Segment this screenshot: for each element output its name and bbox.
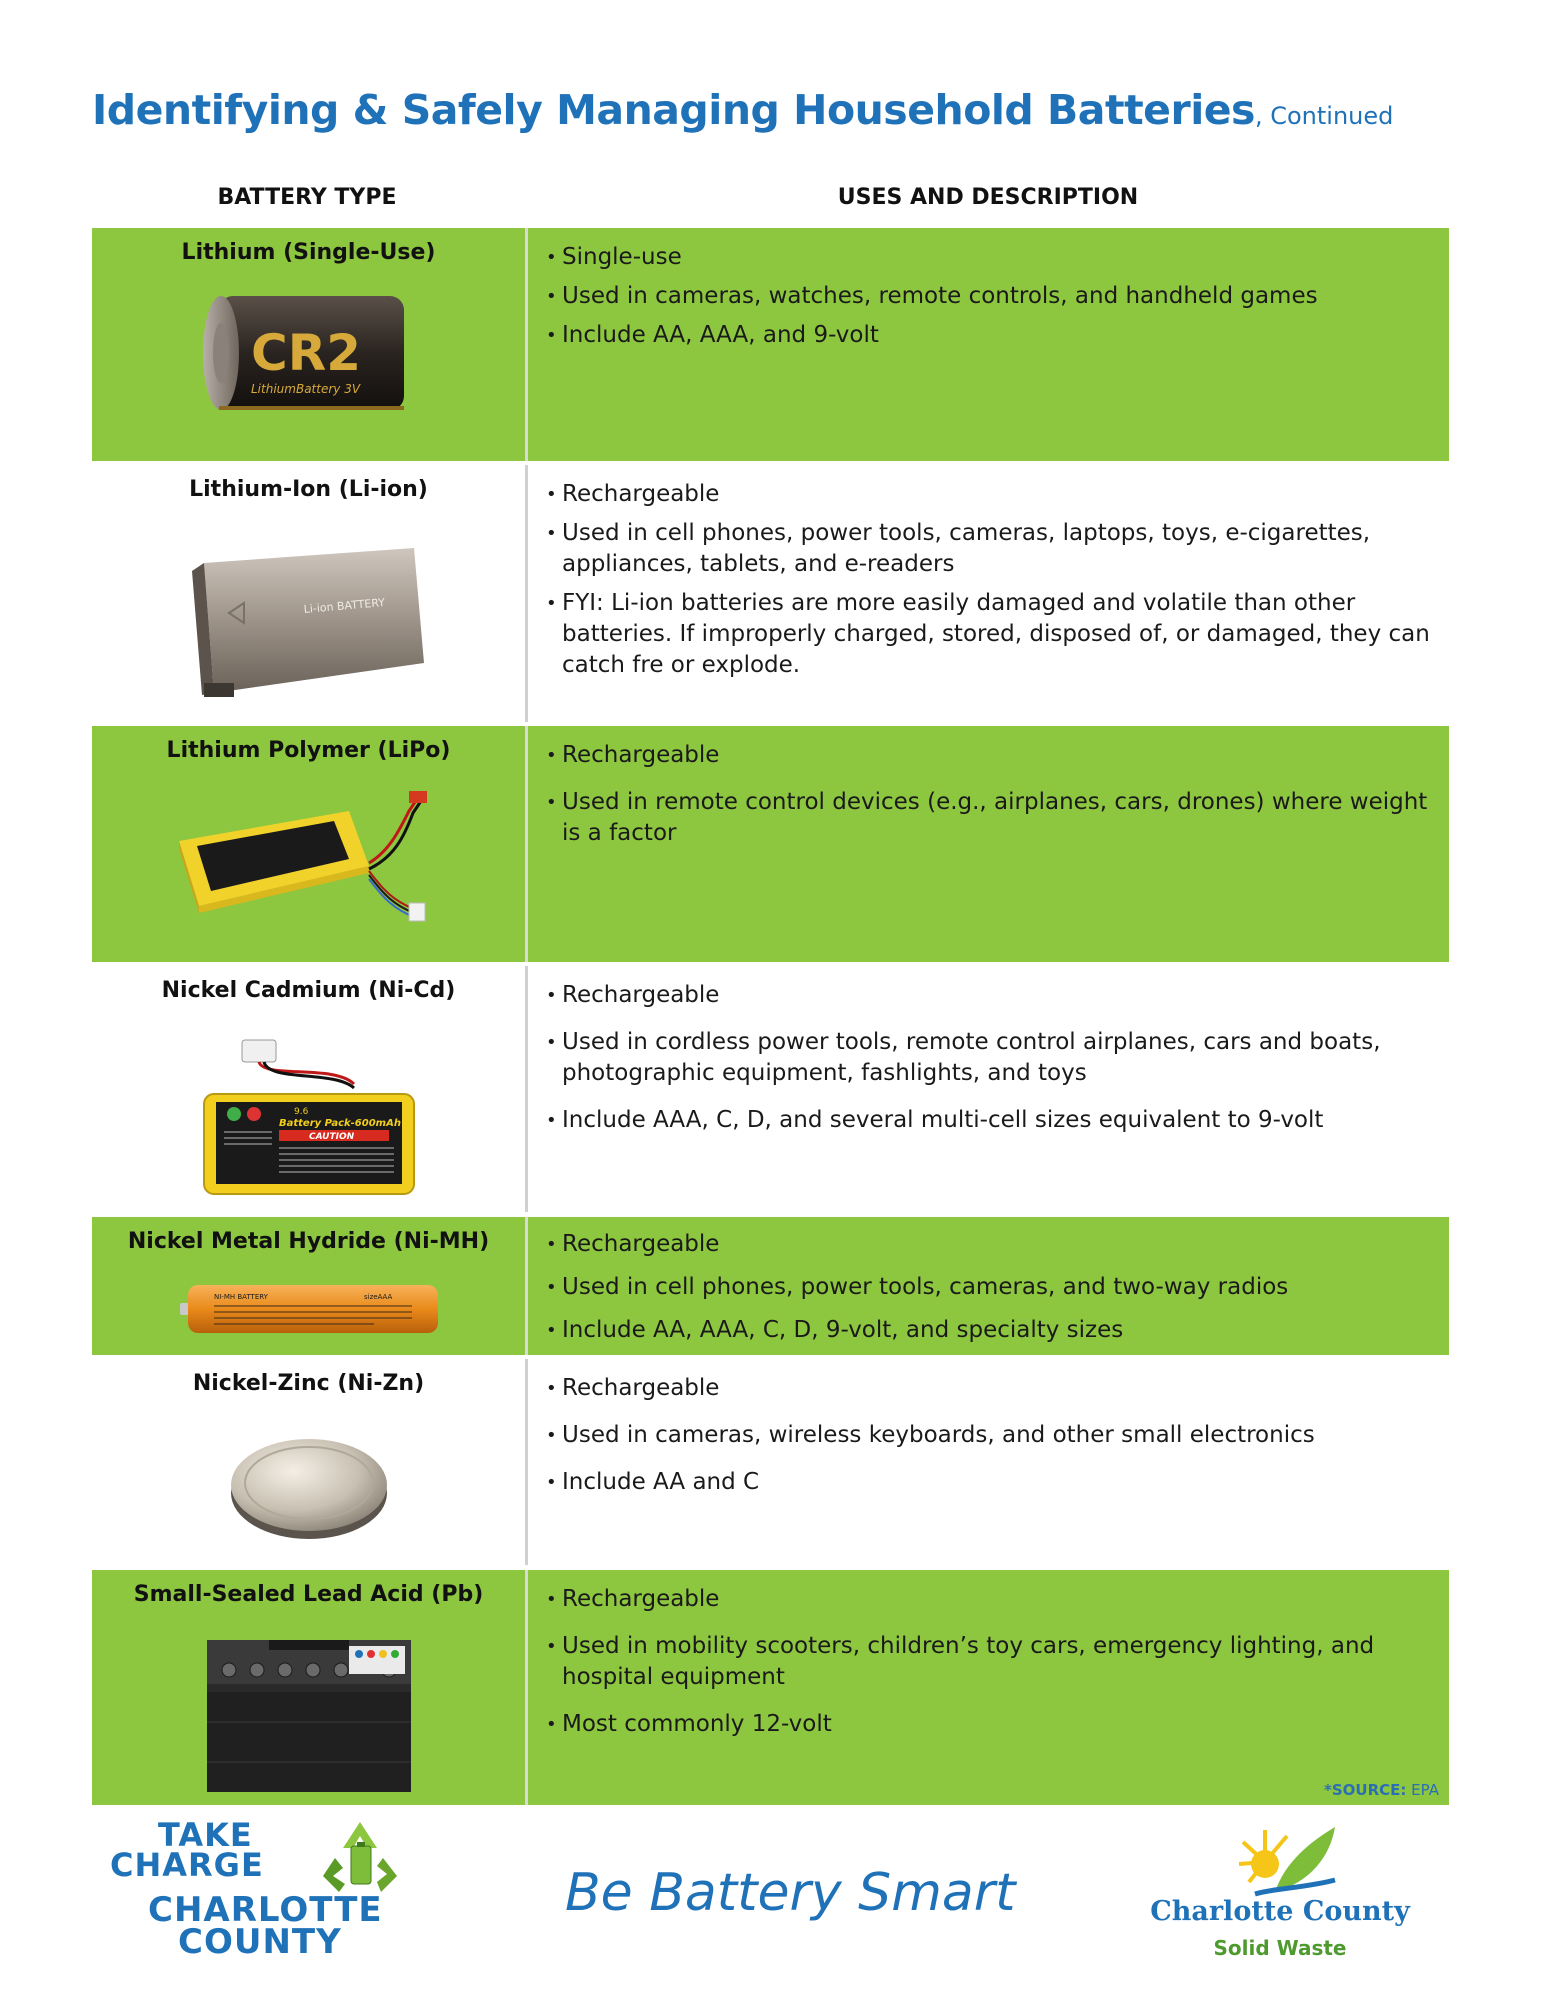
description-bullet: • Include AA and C: [546, 1467, 1435, 1498]
battery-description-cell: [528, 726, 1449, 962]
svg-text:9.6: 9.6: [293, 1107, 308, 1117]
battery-type-cell: [92, 966, 525, 1212]
battery-type-name: Lithium-Ion (Li-ion): [189, 477, 428, 502]
battery-type-cell: [92, 228, 525, 461]
recycle-battery-icon: [315, 1818, 405, 1898]
coin-cell-battery-image: [92, 1431, 525, 1541]
table-row-nimh: [92, 1217, 1449, 1355]
description-bullet: • Rechargeable: [546, 1229, 1435, 1260]
description-bullet: • Used in remote control devices (e.g., airplanes, cars, drones) where weight is a factor: [546, 787, 1442, 849]
description-bullet: • Rechargeable: [546, 740, 1435, 771]
li-ion-battery-image: [92, 543, 525, 703]
description-bullet: • Used in cameras, wireless keyboards, and other small electronics: [546, 1420, 1435, 1451]
lead-acid-battery-image: [92, 1632, 525, 1797]
column-header-battery-type: BATTERY TYPE: [217, 185, 397, 210]
battery-type-cell: [92, 465, 525, 722]
description-bullet: • FYI: Li-ion batteries are more easily damaged and volatile than other batteries. If improperly charged, stored, disposed of, or damaged, they can catch fre or explode.: [546, 588, 1442, 681]
description-bullet: • Include AAA, C, D, and several multi-cell sizes equivalent to 9-volt: [546, 1105, 1435, 1136]
battery-type-name: Lithium Polymer (LiPo): [166, 738, 451, 763]
battery-type-name: Small-Sealed Lead Acid (Pb): [133, 1582, 484, 1607]
battery-description-cell: [528, 465, 1449, 722]
battery-description-cell: [528, 966, 1449, 1212]
battery-type-name: Nickel Cadmium (Ni-Cd): [161, 978, 456, 1003]
county-name: Charlotte County: [1150, 1896, 1410, 1927]
footer: TAKE CHARGE CHARLOTTE COUNTY Be Battery Smart Charlotte County Solid Waste: [0, 1808, 1545, 2000]
battery-type-cell: [92, 1217, 525, 1355]
tagline: Be Battery Smart: [565, 1863, 1016, 1923]
description-bullet: • Rechargeable: [546, 980, 1435, 1011]
battery-type-cell: [92, 1359, 525, 1565]
description-bullet: • Rechargeable: [546, 1584, 1435, 1615]
page-title-continued: , Continued: [1254, 102, 1394, 130]
battery-description-cell: [528, 1217, 1449, 1355]
battery-description-cell: [528, 228, 1449, 461]
svg-text:Battery Pack-600mAh: Battery Pack-600mAh: [278, 1118, 401, 1129]
svg-text:sizeAAA: sizeAAA: [363, 1293, 392, 1301]
description-bullet: • Include AA, AAA, and 9-volt: [546, 320, 1435, 351]
description-bullet: • Used in cameras, watches, remote controls, and handheld games: [546, 281, 1435, 312]
battery-description-cell: [528, 1359, 1449, 1565]
county-department: Solid Waste: [1213, 1936, 1347, 1960]
svg-text:CAUTION: CAUTION: [308, 1132, 354, 1142]
description-bullet: • Include AA, AAA, C, D, 9-volt, and specialty sizes: [546, 1315, 1435, 1346]
svg-text:CR2: CR2: [250, 324, 361, 382]
battery-type-name: Nickel-Zinc (Ni-Zn): [192, 1371, 425, 1396]
description-bullet: • Most commonly 12-volt: [546, 1709, 1435, 1740]
svg-text:Li-ion BATTERY: Li-ion BATTERY: [302, 595, 385, 616]
column-header-uses: USES AND DESCRIPTION: [837, 185, 1139, 210]
description-bullet: • Rechargeable: [546, 479, 1435, 510]
page-title: [92, 86, 1472, 134]
svg-text:LithiumBattery 3V: LithiumBattery 3V: [250, 382, 360, 396]
description-bullet: • Rechargeable: [546, 1373, 1435, 1404]
svg-text:NI-MH BATTERY: NI-MH BATTERY: [213, 1293, 268, 1301]
description-bullet: • Single-use: [546, 242, 1435, 273]
battery-type-name: Nickel Metal Hydride (Ni-MH): [127, 1229, 490, 1254]
battery-description-cell: [528, 1570, 1449, 1805]
lipo-battery-image: [92, 791, 525, 941]
battery-type-cell: [92, 726, 525, 962]
table-row-nizn: [92, 1359, 1449, 1565]
nicd-battery-pack-image: [92, 1034, 525, 1204]
table-row-lithium-ion: [92, 465, 1449, 722]
sun-leaf-icon: [1235, 1822, 1345, 1897]
table-row-lipo: [92, 726, 1449, 962]
cr2-battery-image: [92, 288, 525, 418]
battery-type-name: Lithium (Single-Use): [181, 240, 436, 265]
table-row-lithium: [92, 228, 1449, 461]
battery-type-cell: [92, 1570, 525, 1805]
source-note: *SOURCE: EPA: [1324, 1781, 1439, 1799]
description-bullet: • Used in cell phones, power tools, cameras, and two-way radios: [546, 1272, 1435, 1303]
page-title-main: Identifying & Safely Managing Household Batteries: [92, 86, 1255, 134]
table-row-lead-acid: [92, 1570, 1449, 1805]
description-bullet: • Used in mobility scooters, children’s toy cars, emergency lighting, and hospital equipment: [546, 1631, 1452, 1693]
description-bullet: • Used in cordless power tools, remote control airplanes, cars and boats, photographic equipment, fashlights, and toys: [546, 1027, 1422, 1089]
table-row-nicd: [92, 966, 1449, 1212]
nimh-aaa-battery-image: [92, 1279, 525, 1339]
description-bullet: • Used in cell phones, power tools, cameras, laptops, toys, e-cigarettes, appliances, tablets, and e-readers: [546, 518, 1442, 580]
